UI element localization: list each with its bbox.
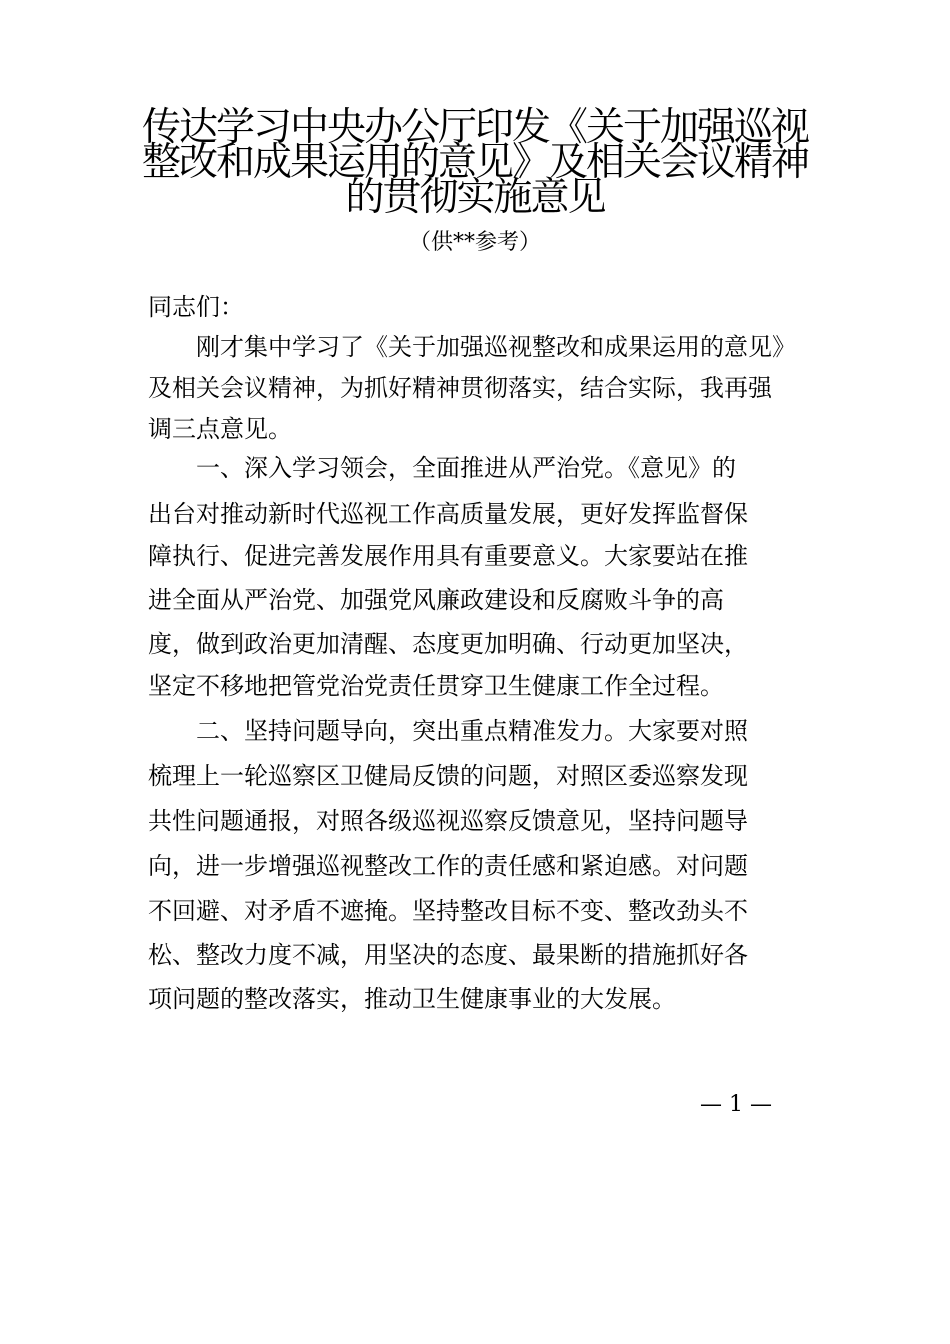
title-line: 传达学习中央办公厅印发《关于加强巡视 (141, 105, 808, 150)
page-number: — 1 — (700, 1092, 772, 1117)
text-line: 项问题的整改落实，推动卫生健康事业的大发展。 (148, 985, 676, 1013)
title-line: 的贯彻实施意见 (345, 175, 605, 220)
text-line: 一、深入学习领会，全面推进从严治党。《意见》的 (148, 454, 736, 482)
text-line: 度，做到政治更加清醒、态度更加明确、行动更加坚决， (148, 630, 748, 658)
text-line: 调三点意见。 (148, 415, 292, 443)
text-line: 不回避、对矛盾不遮掩。坚持整改目标不变、整改劲头不 (148, 897, 748, 925)
text-line: 松、整改力度不减，用坚决的态度、最果断的措施抓好各 (148, 941, 748, 969)
text-line: 向，进一步增强巡视整改工作的责任感和紧迫感。对问题 (148, 852, 748, 880)
text-line: 梳理上一轮巡察区卫健局反馈的问题，对照区委巡察发现 (148, 762, 748, 790)
text-line: 障执行、促进完善发展作用具有重要意义。大家要站在推 (148, 542, 748, 570)
text-line: 坚定不移地把管党治党责任贯穿卫生健康工作全过程。 (148, 672, 724, 700)
salutation: 同志们： (148, 293, 244, 321)
title-line: 整改和成果运用的意见》及相关会议精神 (141, 140, 808, 185)
document-subtitle: （供**参考） (408, 230, 541, 255)
text-line: 共性问题通报，对照各级巡视巡察反馈意见，坚持问题导 (148, 807, 748, 835)
document-title (130, 105, 820, 220)
text-line: 出台对推动新时代巡视工作高质量发展，更好发挥监督保 (148, 500, 748, 528)
text-line: 及相关会议精神，为抓好精神贯彻落实，结合实际，我再强 (148, 374, 772, 402)
text-line: 进全面从严治党、加强党风廉政建设和反腐败斗争的高 (148, 586, 724, 614)
text-line: 二、坚持问题导向，突出重点精准发力。大家要对照 (148, 717, 748, 745)
text-line: 刚才集中学习了《关于加强巡视整改和成果运用的意见》 (148, 333, 796, 361)
